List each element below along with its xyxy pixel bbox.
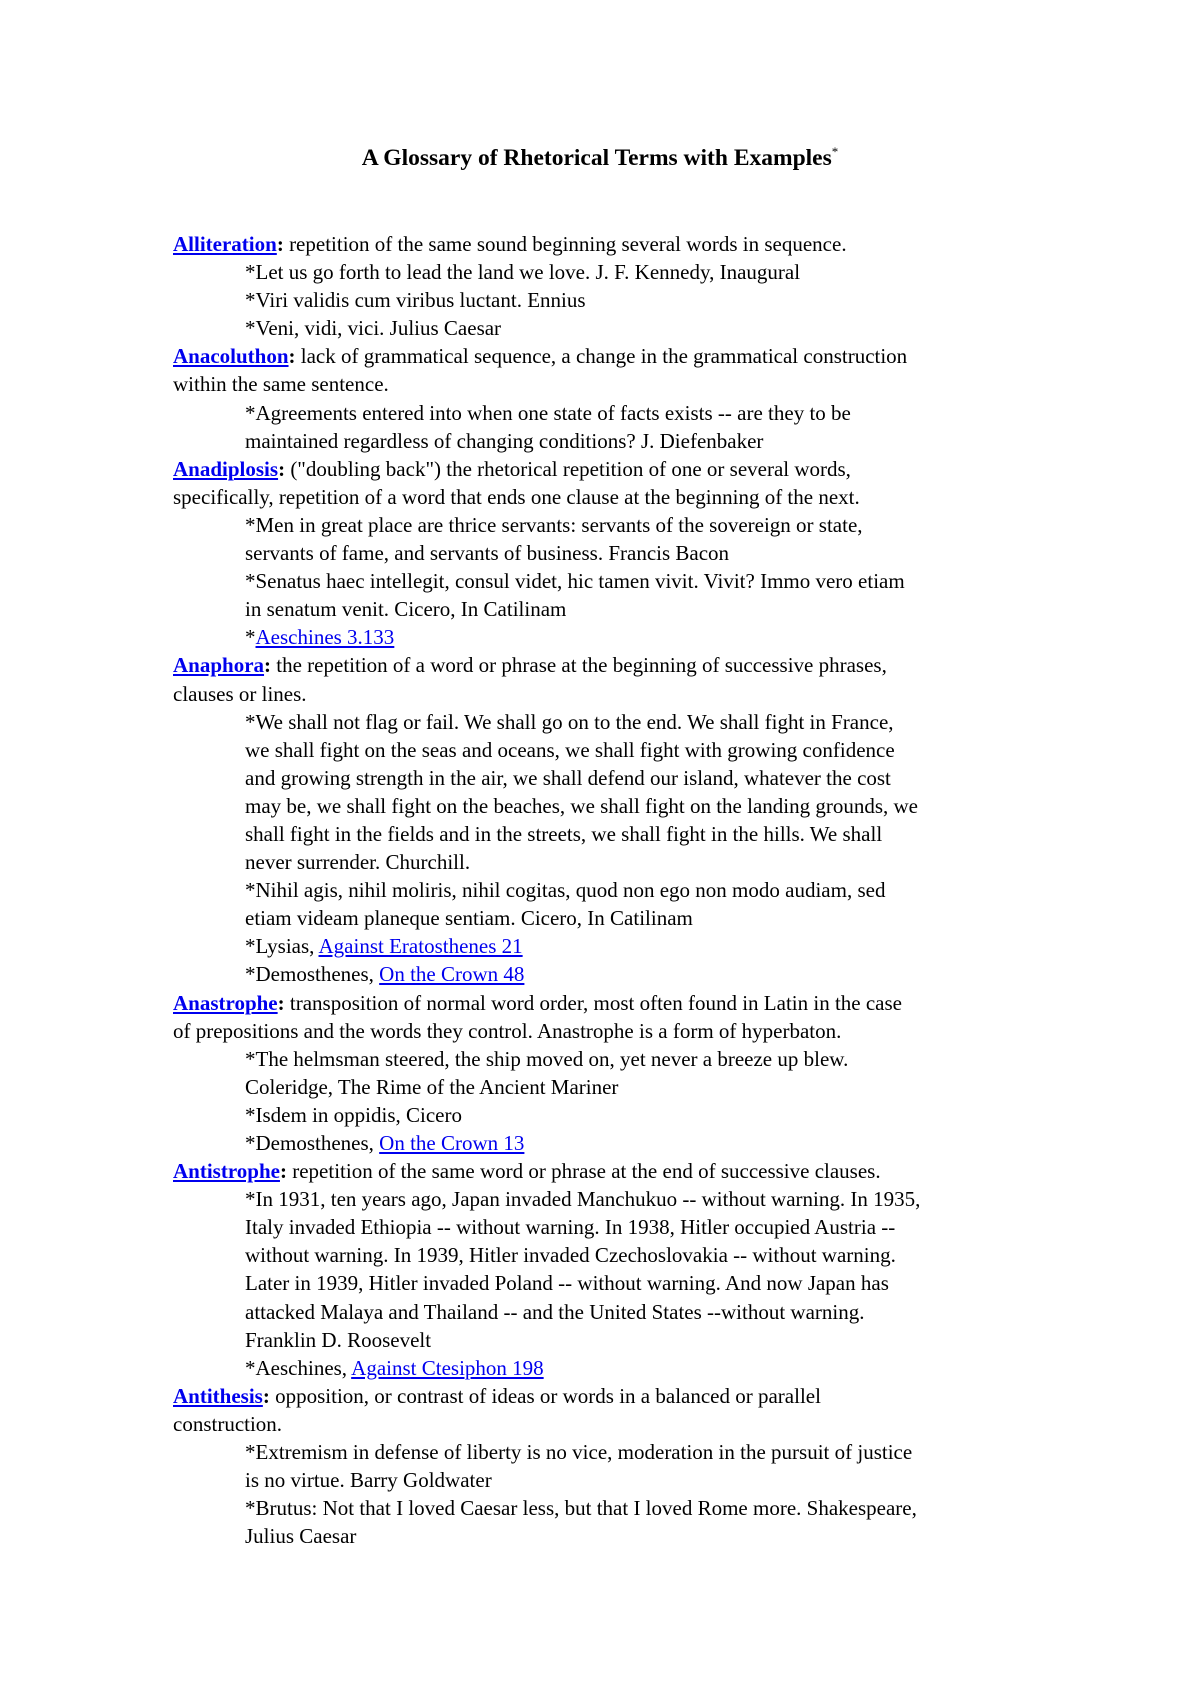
term-link[interactable]: Anadiplosis (173, 456, 279, 481)
example-line: Coleridge, The Rime of the Ancient Mariner (245, 1074, 619, 1099)
definition-text: repetition of the same sound beginning several words in sequence. (283, 232, 847, 256)
glossary-entry (173, 342, 1033, 454)
example (245, 258, 1037, 286)
example (245, 1438, 1037, 1494)
example-line: Italy invaded Ethiopia -- without warning. In 1938, Hitler occupied Austria -- (245, 1215, 896, 1240)
example (245, 1129, 1037, 1157)
definition-text: transposition of normal word order, most often found in Latin in the case (284, 990, 902, 1015)
example-line (245, 623, 1037, 651)
term-definition-line (173, 230, 1033, 258)
example-link[interactable]: Aeschines 3.133 (255, 625, 395, 650)
example (245, 708, 1037, 877)
title-footnote-mark: * (831, 144, 839, 159)
term-definition-line (173, 680, 1033, 708)
example (245, 314, 1037, 342)
example (245, 1354, 1037, 1382)
term-definition-line (173, 342, 1033, 370)
term-definition-line (173, 651, 1033, 679)
example-line: never surrender. Churchill. (245, 850, 471, 875)
term-link[interactable]: Anacoluthon (173, 344, 289, 369)
definition-text: of prepositions and the words they control. Anastrophe is a form of hyperbaton. (173, 1018, 842, 1043)
example-line: shall fight in the fields and in the streets, we shall fight in the hills. We shall (245, 821, 883, 846)
example (245, 511, 1037, 567)
example-line: *In 1931, ten years ago, Japan invaded Manchukuo -- without warning. In 1935, (245, 1187, 921, 1212)
document-title (0, 142, 1200, 174)
example (245, 1045, 1037, 1101)
term-definition-line (173, 1382, 1033, 1410)
example (245, 286, 1037, 314)
term-link[interactable]: Antistrophe (173, 1159, 280, 1184)
example (245, 567, 1037, 623)
definition-text: construction. (173, 1411, 283, 1436)
example (245, 1101, 1037, 1129)
example-prefix: *Aeschines, (245, 1355, 352, 1380)
glossary-entry (173, 455, 1033, 652)
term-definition-line (173, 455, 1033, 483)
term-link[interactable]: Antithesis (173, 1383, 263, 1408)
example (245, 399, 1037, 455)
example-line: attacked Malaya and Thailand -- and the United States --without warning. (245, 1299, 865, 1324)
term-colon: : (276, 232, 284, 256)
example-line (245, 932, 1037, 960)
example-line (245, 1354, 1037, 1382)
definition-text: specifically, repetition of a word that ends one clause at the beginning of the next. (173, 484, 860, 509)
example-line: is no virtue. Barry Goldwater (245, 1468, 492, 1493)
term-link[interactable]: Anastrophe (173, 990, 278, 1015)
example (245, 623, 1037, 651)
term-definition-line (173, 370, 1033, 398)
glossary-entry (173, 230, 1033, 342)
example (245, 932, 1037, 960)
example-line: *Let us go forth to lead the land we love. J. F. Kennedy, Inaugural (245, 260, 801, 285)
definition-text: within the same sentence. (173, 372, 389, 397)
example-link[interactable]: On the Crown 13 (379, 1131, 525, 1155)
glossary-entry (173, 1157, 1033, 1382)
example-prefix: *Demosthenes, (245, 962, 380, 987)
definition-text: clauses or lines. (173, 681, 307, 706)
example-prefix: *Demosthenes, (245, 1131, 380, 1155)
term-definition-line (173, 989, 1033, 1017)
example-line: and growing strength in the air, we shall defend our island, whatever the cost (245, 765, 891, 790)
term-link[interactable]: Anaphora (173, 653, 265, 678)
example (245, 876, 1037, 932)
example-line: we shall fight on the seas and oceans, we shall fight with growing confidence (245, 737, 895, 762)
definition-text: opposition, or contrast of ideas or words in a balanced or parallel (269, 1383, 821, 1408)
example-link[interactable]: On the Crown 48 (379, 962, 525, 987)
example-line: *Senatus haec intellegit, consul videt, hic tamen vivit. Vivit? Immo vero etiam (245, 569, 905, 594)
term-definition-line (173, 1157, 1033, 1185)
example-line: *The helmsman steered, the ship moved on, yet never a breeze up blew. (245, 1046, 849, 1071)
term-definition-line (173, 483, 1033, 511)
example-prefix: * (245, 625, 256, 650)
term-definition-line (173, 1017, 1033, 1045)
term-colon: : (288, 344, 296, 369)
example-line: maintained regardless of changing conditions? J. Diefenbaker (245, 428, 764, 453)
example-line (245, 1129, 1037, 1157)
term-colon: : (277, 990, 285, 1015)
example-line: *We shall not flag or fail. We shall go on to the end. We shall fight in France, (245, 709, 894, 734)
example-line: Julius Caesar (245, 1524, 357, 1549)
example-line: *Extremism in defense of liberty is no vice, moderation in the pursuit of justice (245, 1440, 913, 1465)
example-line: *Men in great place are thrice servants: servants of the sovereign or state, (245, 512, 863, 537)
example-line: *Viri validis cum viribus luctant. Ennius (245, 288, 586, 313)
definition-text: repetition of the same word or phrase at the end of successive clauses. (286, 1159, 881, 1184)
title-text: A Glossary of Rhetorical Terms with Examples (361, 145, 832, 171)
example-prefix: *Lysias, (245, 934, 319, 959)
example-line: etiam videam planeque sentiam. Cicero, In Catilinam (245, 906, 693, 931)
definition-text: lack of grammatical sequence, a change in the grammatical construction (295, 344, 908, 369)
term-colon: : (278, 456, 286, 481)
glossary-entry (173, 651, 1033, 988)
glossary-entries (173, 230, 1033, 1550)
example-line: *Veni, vidi, vici. Julius Caesar (245, 316, 502, 341)
example-link[interactable]: Against Ctesiphon 198 (351, 1355, 544, 1380)
example-link[interactable]: Against Eratosthenes 21 (318, 934, 523, 959)
example-line: may be, we shall fight on the beaches, we shall fight on the landing grounds, we (245, 793, 919, 818)
example-line: Later in 1939, Hitler invaded Poland -- without warning. And now Japan has (245, 1271, 889, 1296)
example-line: Franklin D. Roosevelt (245, 1327, 432, 1352)
example-line: in senatum venit. Cicero, In Catilinam (245, 597, 567, 622)
example-line: *Brutus: Not that I loved Caesar less, but that I loved Rome more. Shakespeare, (245, 1496, 917, 1521)
example-line: *Nihil agis, nihil moliris, nihil cogitas, quod non ego non modo audiam, sed (245, 878, 886, 903)
term-link[interactable]: Alliteration (173, 232, 277, 256)
definition-text: the repetition of a word or phrase at the beginning of successive phrases, (271, 653, 887, 678)
definition-text: ("doubling back") the rhetorical repetition of one or several words, (285, 456, 851, 481)
term-definition-line (173, 1410, 1033, 1438)
example (245, 1185, 1037, 1354)
example-line: *Isdem in oppidis, Cicero (245, 1102, 462, 1127)
example (245, 1494, 1037, 1550)
term-colon: : (279, 1159, 287, 1184)
example (245, 960, 1037, 988)
glossary-entry (173, 1382, 1033, 1551)
example-line: *Agreements entered into when one state of facts exists -- are they to be (245, 400, 851, 425)
example-line (245, 960, 1037, 988)
example-line: without warning. In 1939, Hitler invaded Czechoslovakia -- without warning. (245, 1243, 896, 1268)
term-colon: : (264, 653, 272, 678)
term-colon: : (262, 1383, 270, 1408)
example-line: servants of fame, and servants of business. Francis Bacon (245, 541, 730, 566)
glossary-entry (173, 989, 1033, 1158)
